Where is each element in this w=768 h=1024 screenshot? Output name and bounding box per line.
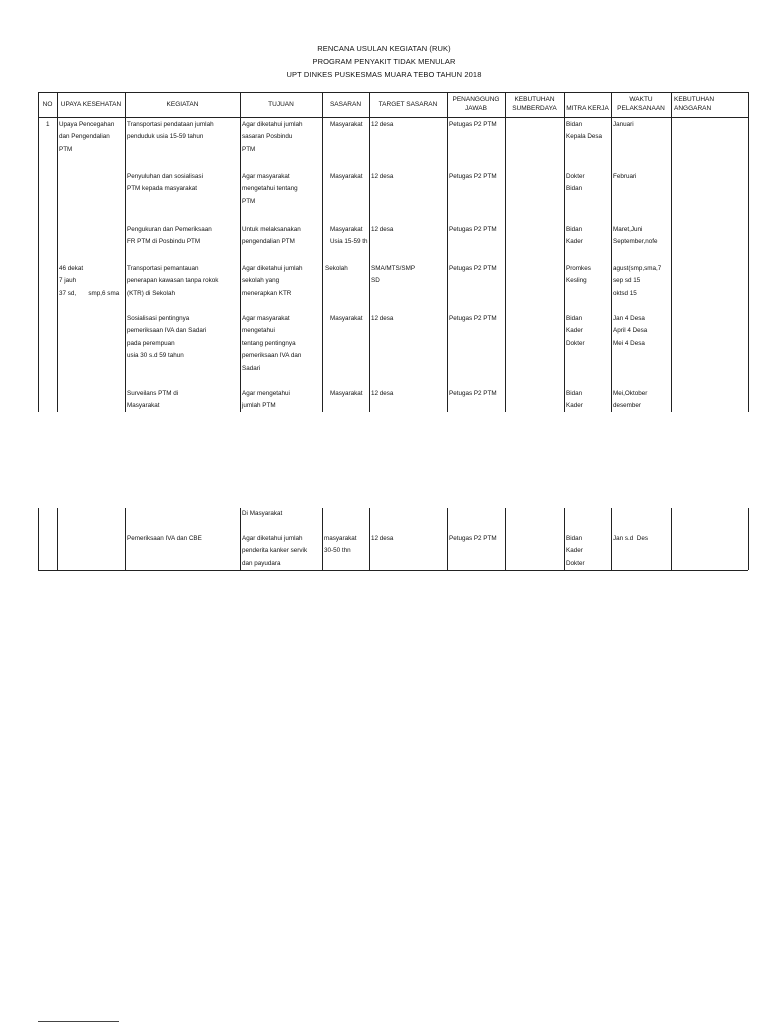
row-waktu: Jan s.d Des <box>613 535 648 542</box>
row-mitra: Bidan Kader <box>566 390 583 410</box>
col-divider <box>369 92 370 412</box>
col-divider <box>38 92 39 412</box>
col-divider <box>57 508 58 570</box>
col-divider <box>322 508 323 570</box>
row-kegiatan: Sosialisasi pentingnya pemeriksaan IVA dan Sadari pada perempuan usia 30 s.d 59 tahun <box>127 315 207 360</box>
row-waktu: Jan 4 Desa April 4 Desa Mei 4 Desa <box>613 315 648 347</box>
row-sasaran: Masyarakat <box>330 315 363 322</box>
row-sasaran: masyarakat 30-50 thn <box>324 535 357 555</box>
col-divider <box>671 508 672 570</box>
row-sasaran: Masyarakat <box>330 173 363 180</box>
row-upaya: Upaya Pencegahan dan Pengendalian PTM <box>59 121 115 153</box>
col-divider <box>322 92 323 412</box>
institution-title: UPT DINKES PUSKESMAS MUARA TEBO TAHUN 2018 <box>286 70 482 79</box>
col-divider <box>611 92 612 412</box>
col-divider <box>125 92 126 412</box>
row-sasaran: Sekolah <box>325 265 348 272</box>
row-tujuan: Agar masyarakat mengetahui tentang pentingnya pemeriksaan IVA dan Sadari <box>242 315 302 372</box>
col-divider <box>748 508 749 570</box>
col-divider <box>57 92 58 412</box>
table-top-border <box>38 92 748 93</box>
row-waktu: agust(smp,sma,7 sep sd 15 oktsd 15 <box>613 265 662 297</box>
col-divider <box>38 508 39 570</box>
header-kebutuhan-sumberdaya: KEBUTUHAN SUMBERDAYA <box>512 96 557 112</box>
row-target: 12 desa <box>371 121 394 128</box>
row-no: 1 <box>46 121 50 128</box>
row-mitra: Bidan Kepala Desa <box>566 121 603 141</box>
row-kegiatan: Penyuluhan dan sosialisasi PTM kepada masyarakat <box>127 173 203 193</box>
program-title: PROGRAM PENYAKIT TIDAK MENULAR <box>312 57 456 66</box>
row-mitra: Bidan Kader <box>566 226 583 246</box>
row-mitra: Bidan Kader Dokter <box>566 535 585 567</box>
col-divider <box>125 508 126 570</box>
header-upaya-kesehatan: UPAYA KESEHATAN <box>60 101 122 108</box>
row-kegiatan: Surveilans PTM di Masyarakat <box>127 390 179 410</box>
row-kegiatan: Pengukuran dan Pemeriksaan FR PTM di Posbindu PTM <box>127 226 212 246</box>
document-title: RENCANA USULAN KEGIATAN (RUK) <box>317 44 451 53</box>
col-divider <box>671 92 672 412</box>
table-bottom-border <box>38 570 748 571</box>
row-tujuan: Untuk melaksanakan pengendalian PTM <box>242 226 301 246</box>
col-divider <box>611 508 612 570</box>
col-divider <box>240 508 241 570</box>
row-tujuan: Agar diketahui jumlah sasaran Posbindu PTM <box>242 121 303 153</box>
row-waktu: Februari <box>613 173 637 180</box>
row-mitra: Promkes Kesling <box>566 265 591 285</box>
header-sasaran: SASARAN <box>329 101 362 108</box>
header-no: NO <box>42 101 53 108</box>
row-target: 12 desa <box>371 173 394 180</box>
row-waktu: Maret,Juni September,nofe <box>613 226 658 246</box>
row-upaya: 46 dekat 7 jauh 37 sd, smp,6 sma <box>59 265 120 297</box>
row-tujuan: Agar diketahui jumlah penderita kanker servik dan payudara <box>242 535 308 567</box>
row-target: 12 desa <box>371 535 394 542</box>
row-kegiatan: Transportasi pemantauan penerapan kawasan tanpa rokok (KTR) di Sekolah <box>127 265 219 297</box>
header-penanggung-jawab: PENANGGUNG JAWAB <box>452 96 500 112</box>
row-penanggung-jawab: Petugas P2 PTM <box>449 226 497 233</box>
row-penanggung-jawab: Petugas P2 PTM <box>449 390 497 397</box>
col-divider <box>447 92 448 412</box>
col-divider <box>505 92 506 412</box>
row-sasaran: Masyarakat <box>330 390 363 397</box>
col-divider <box>240 92 241 412</box>
row-penanggung-jawab: Petugas P2 PTM <box>449 315 497 322</box>
row-tujuan: Agar diketahui jumlah sekolah yang menerapkan KTR <box>242 265 303 297</box>
col-divider <box>505 508 506 570</box>
row-target: 12 desa <box>371 315 394 322</box>
row-kegiatan: Pemeriksaan IVA dan CBE <box>127 535 202 542</box>
row-penanggung-jawab: Petugas P2 PTM <box>449 535 497 542</box>
header-tujuan: TUJUAN <box>268 101 294 108</box>
row-kegiatan: Transportasi pendataan jumlah penduduk usia 15-59 tahun <box>127 121 214 141</box>
table-header-bottom <box>38 117 748 118</box>
col-divider <box>447 508 448 570</box>
row-penanggung-jawab: Petugas P2 PTM <box>449 173 497 180</box>
header-kebutuhan-anggaran: KEBUTUHAN ANGGARAN <box>674 96 715 112</box>
footer-rule <box>38 1021 119 1022</box>
header-mitra-kerja: MITRA KERJA <box>566 105 609 112</box>
row-tujuan-continued: Di Masyarakat <box>242 510 283 517</box>
col-divider <box>369 508 370 570</box>
row-tujuan: Agar mengetahui jumlah PTM <box>242 390 290 410</box>
row-mitra: Bidan Kader Dokter <box>566 315 585 347</box>
col-divider <box>748 92 749 412</box>
row-penanggung-jawab: Petugas P2 PTM <box>449 265 497 272</box>
row-mitra: Dokter Bidan <box>566 173 585 193</box>
header-target-sasaran: TARGET SASARAN <box>378 101 438 108</box>
row-target: 12 desa <box>371 226 394 233</box>
row-waktu: Januari <box>613 121 634 128</box>
header-waktu-pelaksanaan: WAKTU PELAKSANAAN <box>617 96 665 112</box>
row-sasaran: Masyarakat Usia 15-59 th <box>330 226 368 246</box>
row-target: SMA/MTS/SMP SD <box>371 265 416 285</box>
col-divider <box>564 92 565 412</box>
row-waktu: Mei,Oktober desember <box>613 390 648 410</box>
row-penanggung-jawab: Petugas P2 PTM <box>449 121 497 128</box>
row-tujuan: Agar masyarakat mengetahui tentang PTM <box>242 173 298 205</box>
header-kegiatan: KEGIATAN <box>166 101 199 108</box>
row-sasaran: Masyarakat <box>330 121 363 128</box>
col-divider <box>564 508 565 570</box>
row-target: 12 desa <box>371 390 394 397</box>
